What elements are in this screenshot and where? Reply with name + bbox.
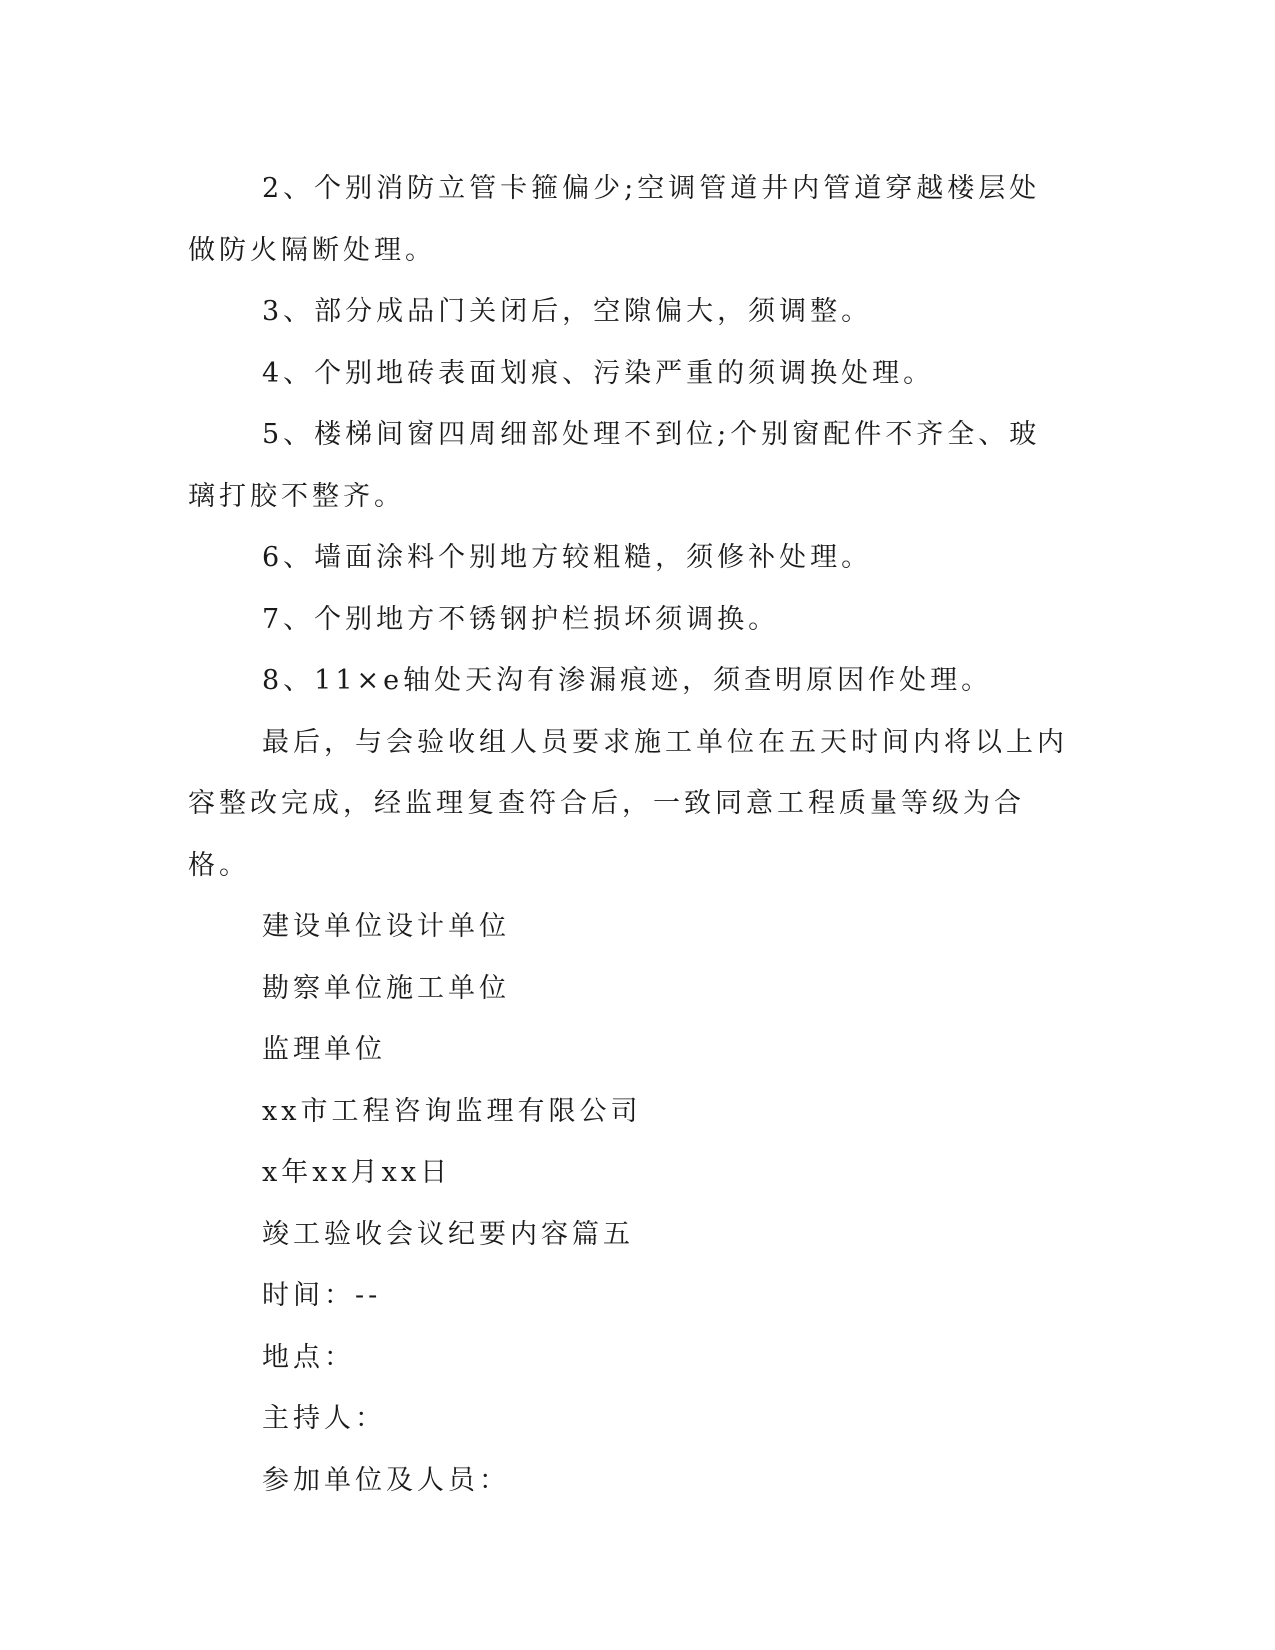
meeting-location: 地点： — [262, 1341, 355, 1373]
signatory-line-3: 监理单位 — [262, 1034, 386, 1065]
issue-item-5: 5、楼梯间窗四周细部处理不到位;个别窗配件不齐全、玻璃打胶不整齐。 — [188, 419, 1041, 512]
signatory-line-1: 建设单位设计单位 — [262, 911, 510, 942]
document-date: x年xx月xx日 — [262, 1157, 452, 1188]
section-heading: 竣工验收会议纪要内容篇五 — [262, 1218, 634, 1250]
issue-item-2: 2、个别消防立管卡箍偏少;空调管道井内管道穿越楼层处做防火隔断处理。 — [188, 173, 1041, 266]
issue-item-6: 6、墙面涂料个别地方较粗糙，须修补处理。 — [262, 542, 873, 573]
issue-item-4: 4、个别地砖表面划痕、污染严重的须调换处理。 — [262, 357, 935, 389]
issue-item-3: 3、部分成品门关闭后，空隙偏大，须调整。 — [262, 296, 873, 327]
document-body — [188, 158, 1068, 1511]
conclusion-paragraph: 最后，与会验收组人员要求施工单位在五天时间内将以上内容整改完成，经监理复查符合后，一致同意工程质量等级为合格。 — [188, 726, 1068, 881]
meeting-host: 主持人： — [262, 1403, 386, 1434]
meeting-attendees: 参加单位及人员： — [262, 1464, 510, 1496]
meeting-time: 时间：-- — [262, 1280, 382, 1311]
issue-item-7: 7、个别地方不锈钢护栏损坏须调换。 — [262, 603, 780, 635]
signatory-line-2: 勘察单位施工单位 — [262, 972, 510, 1004]
issue-item-8: 8、11×e轴处天沟有渗漏痕迹，须查明原因作处理。 — [262, 665, 993, 696]
company-name: xx市工程咨询监理有限公司 — [262, 1095, 642, 1127]
